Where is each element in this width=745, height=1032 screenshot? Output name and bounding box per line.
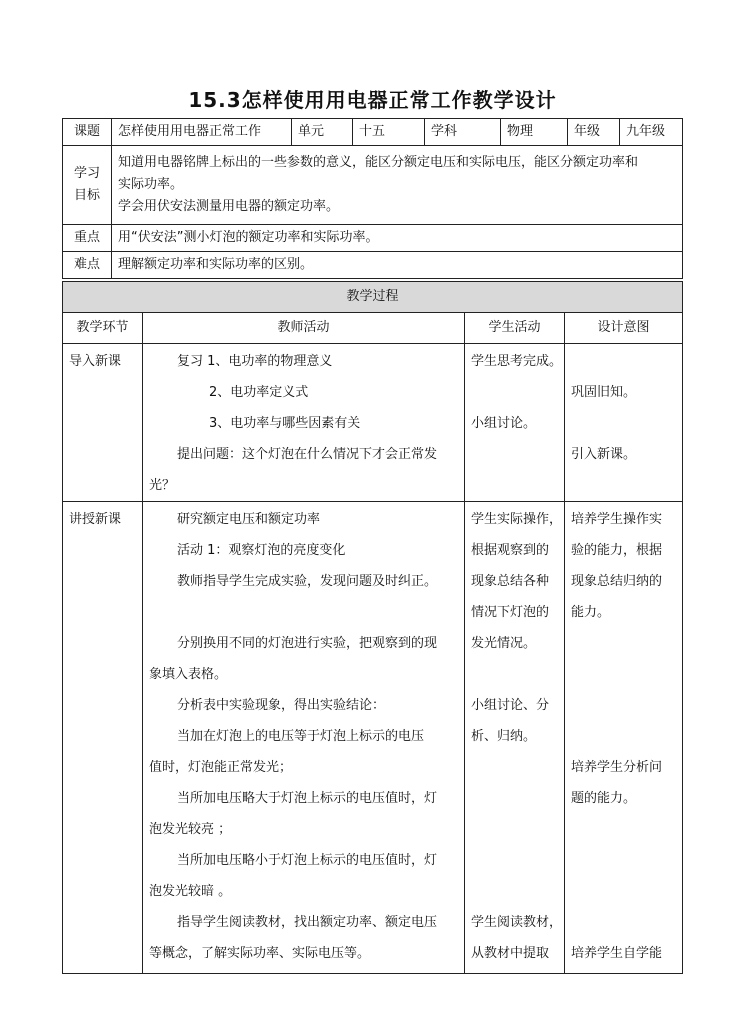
lecture-student-line: 从教材中提取 [471,946,550,961]
lecture-student-line [471,783,558,814]
lecture-student-line: 学生阅读教材， [471,915,563,930]
unit-value: 十五 [353,119,425,146]
intro-intent-line: 巩固旧知。 [571,385,637,400]
lecture-teacher-line: 分别换用不同的灯泡进行实验，把观察到的现 [177,636,438,651]
lecture-student-line [471,814,558,845]
intro-teacher-line: 2、电功率定义式 [209,385,309,400]
process-table [62,281,683,974]
lecture-teacher-line: 等概念，了解实际功率、实际电压等。 [149,946,371,961]
lecture-intent-line [571,721,676,752]
lecture-teacher-line: 活动 1：观察灯泡的亮度变化 [177,543,346,558]
lecture-student-line: 现象总结各种 [471,574,550,589]
lecture-teacher-line [149,597,458,628]
lecture-teacher-line: 泡发光较亮 ； [149,822,232,837]
subject-value: 物理 [501,119,568,146]
goal-line: 实际功率。 [118,177,184,192]
intro-intent-line [571,408,676,439]
lecture-teacher-line: 当所加电压略小于灯泡上标示的电压值时，灯 [177,853,438,868]
lecture-student-line [471,659,558,690]
label-difficulty: 难点 [63,252,112,279]
label-goals [63,146,112,225]
intro-teacher-line: 3、电功率与哪些因素有关 [209,416,361,431]
lecture-student-line [471,845,558,876]
lecture-student-line: 情况下灯泡的 [471,605,550,620]
col-intent: 设计意图 [565,313,683,344]
intro-intent-line [571,346,676,377]
label-unit: 单元 [292,119,353,146]
goal-line: 知道用电器铭牌上标出的一些参数的意义，能区分额定电压和实际电压，能区分额定功率和 [118,155,639,170]
lecture-teacher-line: 值时，灯泡能正常发光； [149,760,293,775]
label-grade: 年级 [568,119,620,146]
lecture-intent-line: 培养学生分析问 [571,760,663,775]
lecture-intent-line: 培养学生自学能 [571,946,663,961]
label-topic: 课题 [63,119,112,146]
lecture-intent-line: 能力。 [571,605,611,620]
lecture-student-line [471,752,558,783]
difficulty-value: 理解额定功率和实际功率的区别。 [112,252,683,279]
lecture-intent-line: 现象总结归纳的 [571,574,663,589]
label-goals-line-1: 学习 [73,166,100,181]
lecture-student-line: 析、归纳。 [471,729,537,744]
key-value: 用“伏安法”测小灯泡的额定功率和实际功率。 [112,225,683,252]
goal-line: 学会用伏安法测量用电器的额定功率。 [118,199,340,214]
lecture-teacher [143,502,465,974]
lecture-student-line: 发光情况。 [471,636,537,651]
intro-teacher-line: 复习 1、电功率的物理意义 [177,354,333,369]
topic-value: 怎样使用用电器正常工作 [112,119,292,146]
col-student: 学生活动 [465,313,565,344]
page-title: 15.3怎样使用用电器正常工作教学设计 [188,88,557,112]
info-table [62,118,683,279]
intro-intent [565,344,683,502]
intro-student-line [471,377,558,408]
goals-value [112,146,683,225]
lecture-intent-line [571,876,676,907]
lecture-teacher-line: 当所加电压略大于灯泡上标示的电压值时，灯 [177,791,438,806]
lecture-stage: 讲授新课 [63,502,143,974]
intro-teacher-line: 提出问题：这个灯泡在什么情况下才会正常发 [177,447,438,462]
lecture-teacher-line: 指导学生阅读教材，找出额定功率、额定电压 [177,915,438,930]
grade-value: 九年级 [620,119,683,146]
lecture-teacher-line: 泡发光较暗 。 [149,884,232,899]
lecture-intent-line [571,690,676,721]
intro-teacher-line: 光？ [149,478,176,493]
lecture-student [465,502,565,974]
col-stage: 教学环节 [63,313,143,344]
lecture-intent-line [571,845,676,876]
lecture-intent-line [571,907,676,938]
lecture-student-line [471,876,558,907]
intro-student-line: 小组讨论。 [471,416,537,431]
lecture-teacher-line: 分析表中实验现象，得出实验结论： [177,698,386,713]
label-key: 重点 [63,225,112,252]
lecture-intent-line: 培养学生操作实 [571,512,663,527]
label-subject: 学科 [425,119,501,146]
lecture-teacher-line: 研究额定电压和额定功率 [177,512,321,527]
lecture-teacher-line: 当加在灯泡上的电压等于灯泡上标示的电压 [177,729,425,744]
lecture-intent [565,502,683,974]
lecture-student-line: 学生实际操作， [471,512,563,527]
lecture-student-line: 根据观察到的 [471,543,550,558]
lecture-intent-line [571,628,676,659]
process-header: 教学过程 [63,282,683,313]
lecture-intent-line [571,659,676,690]
lecture-teacher-line: 教师指导学生完成实验，发现问题及时纠正。 [177,574,438,589]
lecture-student-line: 小组讨论、分 [471,698,550,713]
label-goals-line-2: 目标 [73,188,100,203]
lecture-intent-line: 题的能力。 [571,791,637,806]
lecture-intent-line [571,814,676,845]
intro-student [465,344,565,502]
intro-stage: 导入新课 [63,344,143,502]
lecture-teacher-line: 象填入表格。 [149,667,228,682]
intro-intent-line: 引入新课。 [571,447,637,462]
col-teacher: 教师活动 [143,313,465,344]
intro-teacher [143,344,465,502]
intro-student-line: 学生思考完成。 [471,354,563,369]
lecture-intent-line: 验的能力，根据 [571,543,663,558]
